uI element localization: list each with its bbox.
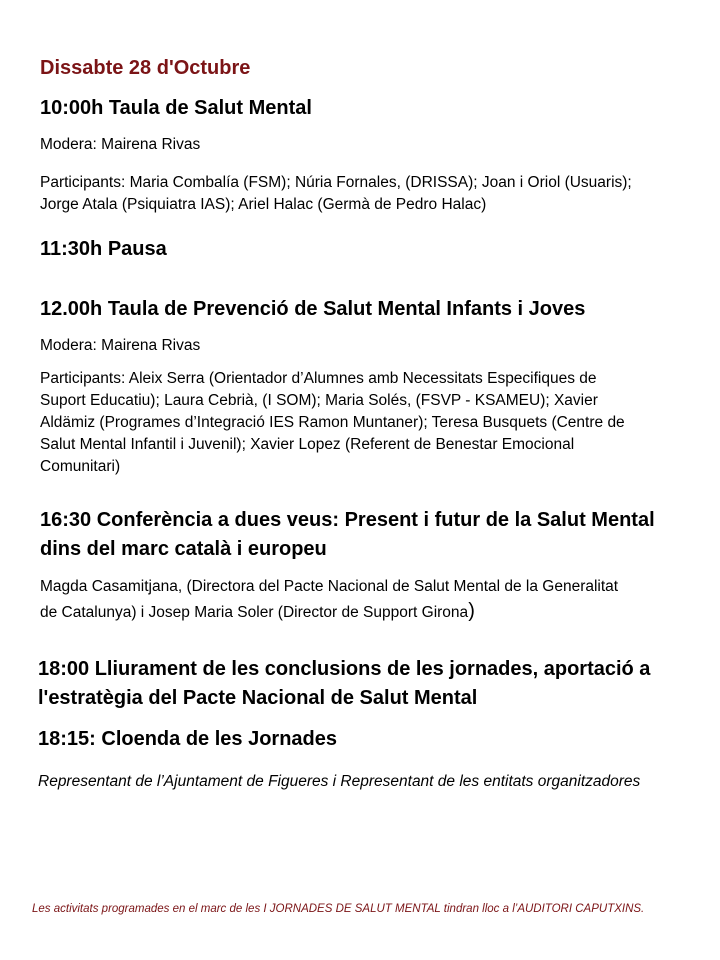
closing-paren: ) bbox=[468, 600, 475, 622]
session-speakers-1630-line1: Magda Casamitjana, (Directora del Pacte Nacional de Salut Mental de la Generalitat bbox=[40, 578, 619, 595]
session-heading-1200: 12.00h Taula de Prevenció de Salut Mental Infants i Joves bbox=[40, 298, 586, 320]
speakers-text: de Catalunya) i Josep Maria Soler (Director de Support Girona bbox=[40, 604, 469, 621]
session-participants-1000-line2: Jorge Atala (Psiquiatra IAS); Ariel Halac (Germà de Pedro Halac) bbox=[40, 196, 487, 213]
session-heading-1630-line2: dins del marc català i europeu bbox=[40, 538, 327, 560]
venue-footnote: Les activitats programades en el marc de les I JORNADES DE SALUT MENTAL tindran lloc a l’AUDITORI CAPUTXINS. bbox=[32, 903, 645, 915]
session-heading-1800-line2: l'estratègia del Pacte Nacional de Salut Mental bbox=[38, 687, 478, 709]
session-moderator-1000: Modera: Mairena Rivas bbox=[40, 136, 201, 153]
session-participants-1200-line2: Suport Educatiu); Laura Cebrià, (I SOM); Maria Solés, (FSVP - KSAMEU); Xavier bbox=[40, 392, 598, 409]
session-heading-1800-line1: 18:00 Lliurament de les conclusions de les jornades, aportació a bbox=[38, 658, 651, 680]
session-participants-1000-line1: Participants: Maria Combalía (FSM); Núria Fornales, (DRISSA); Joan i Oriol (Usuaris); bbox=[40, 174, 632, 191]
day-title: Dissabte 28 d'Octubre bbox=[40, 57, 251, 79]
session-heading-1630-line1: 16:30 Conferència a dues veus: Present i futur de la Salut Mental bbox=[40, 509, 655, 531]
session-participants-1200-line4: Salut Mental Infantil i Juvenil); Xavier Lopez (Referent de Benestar Emocional bbox=[40, 436, 575, 453]
session-participants-1200-line3: Aldämiz (Programes d’Integració IES Ramon Muntaner); Teresa Busquets (Centre de bbox=[40, 414, 625, 431]
session-note-1815: Representant de l’Ajuntament de Figueres i Representant de les entitats organitzadores bbox=[38, 773, 641, 790]
session-heading-1000: 10:00h Taula de Salut Mental bbox=[40, 97, 312, 119]
session-participants-1200-line1: Participants: Aleix Serra (Orientador d’Alumnes amb Necessitats Especifiques de bbox=[40, 370, 597, 387]
session-participants-1200-line5: Comunitari) bbox=[40, 458, 121, 475]
session-heading-1815: 18:15: Cloenda de les Jornades bbox=[38, 728, 338, 750]
session-speakers-1630-line2 bbox=[40, 600, 475, 624]
session-moderator-1200: Modera: Mairena Rivas bbox=[40, 337, 201, 354]
session-heading-pausa: 11:30h Pausa bbox=[40, 238, 167, 260]
